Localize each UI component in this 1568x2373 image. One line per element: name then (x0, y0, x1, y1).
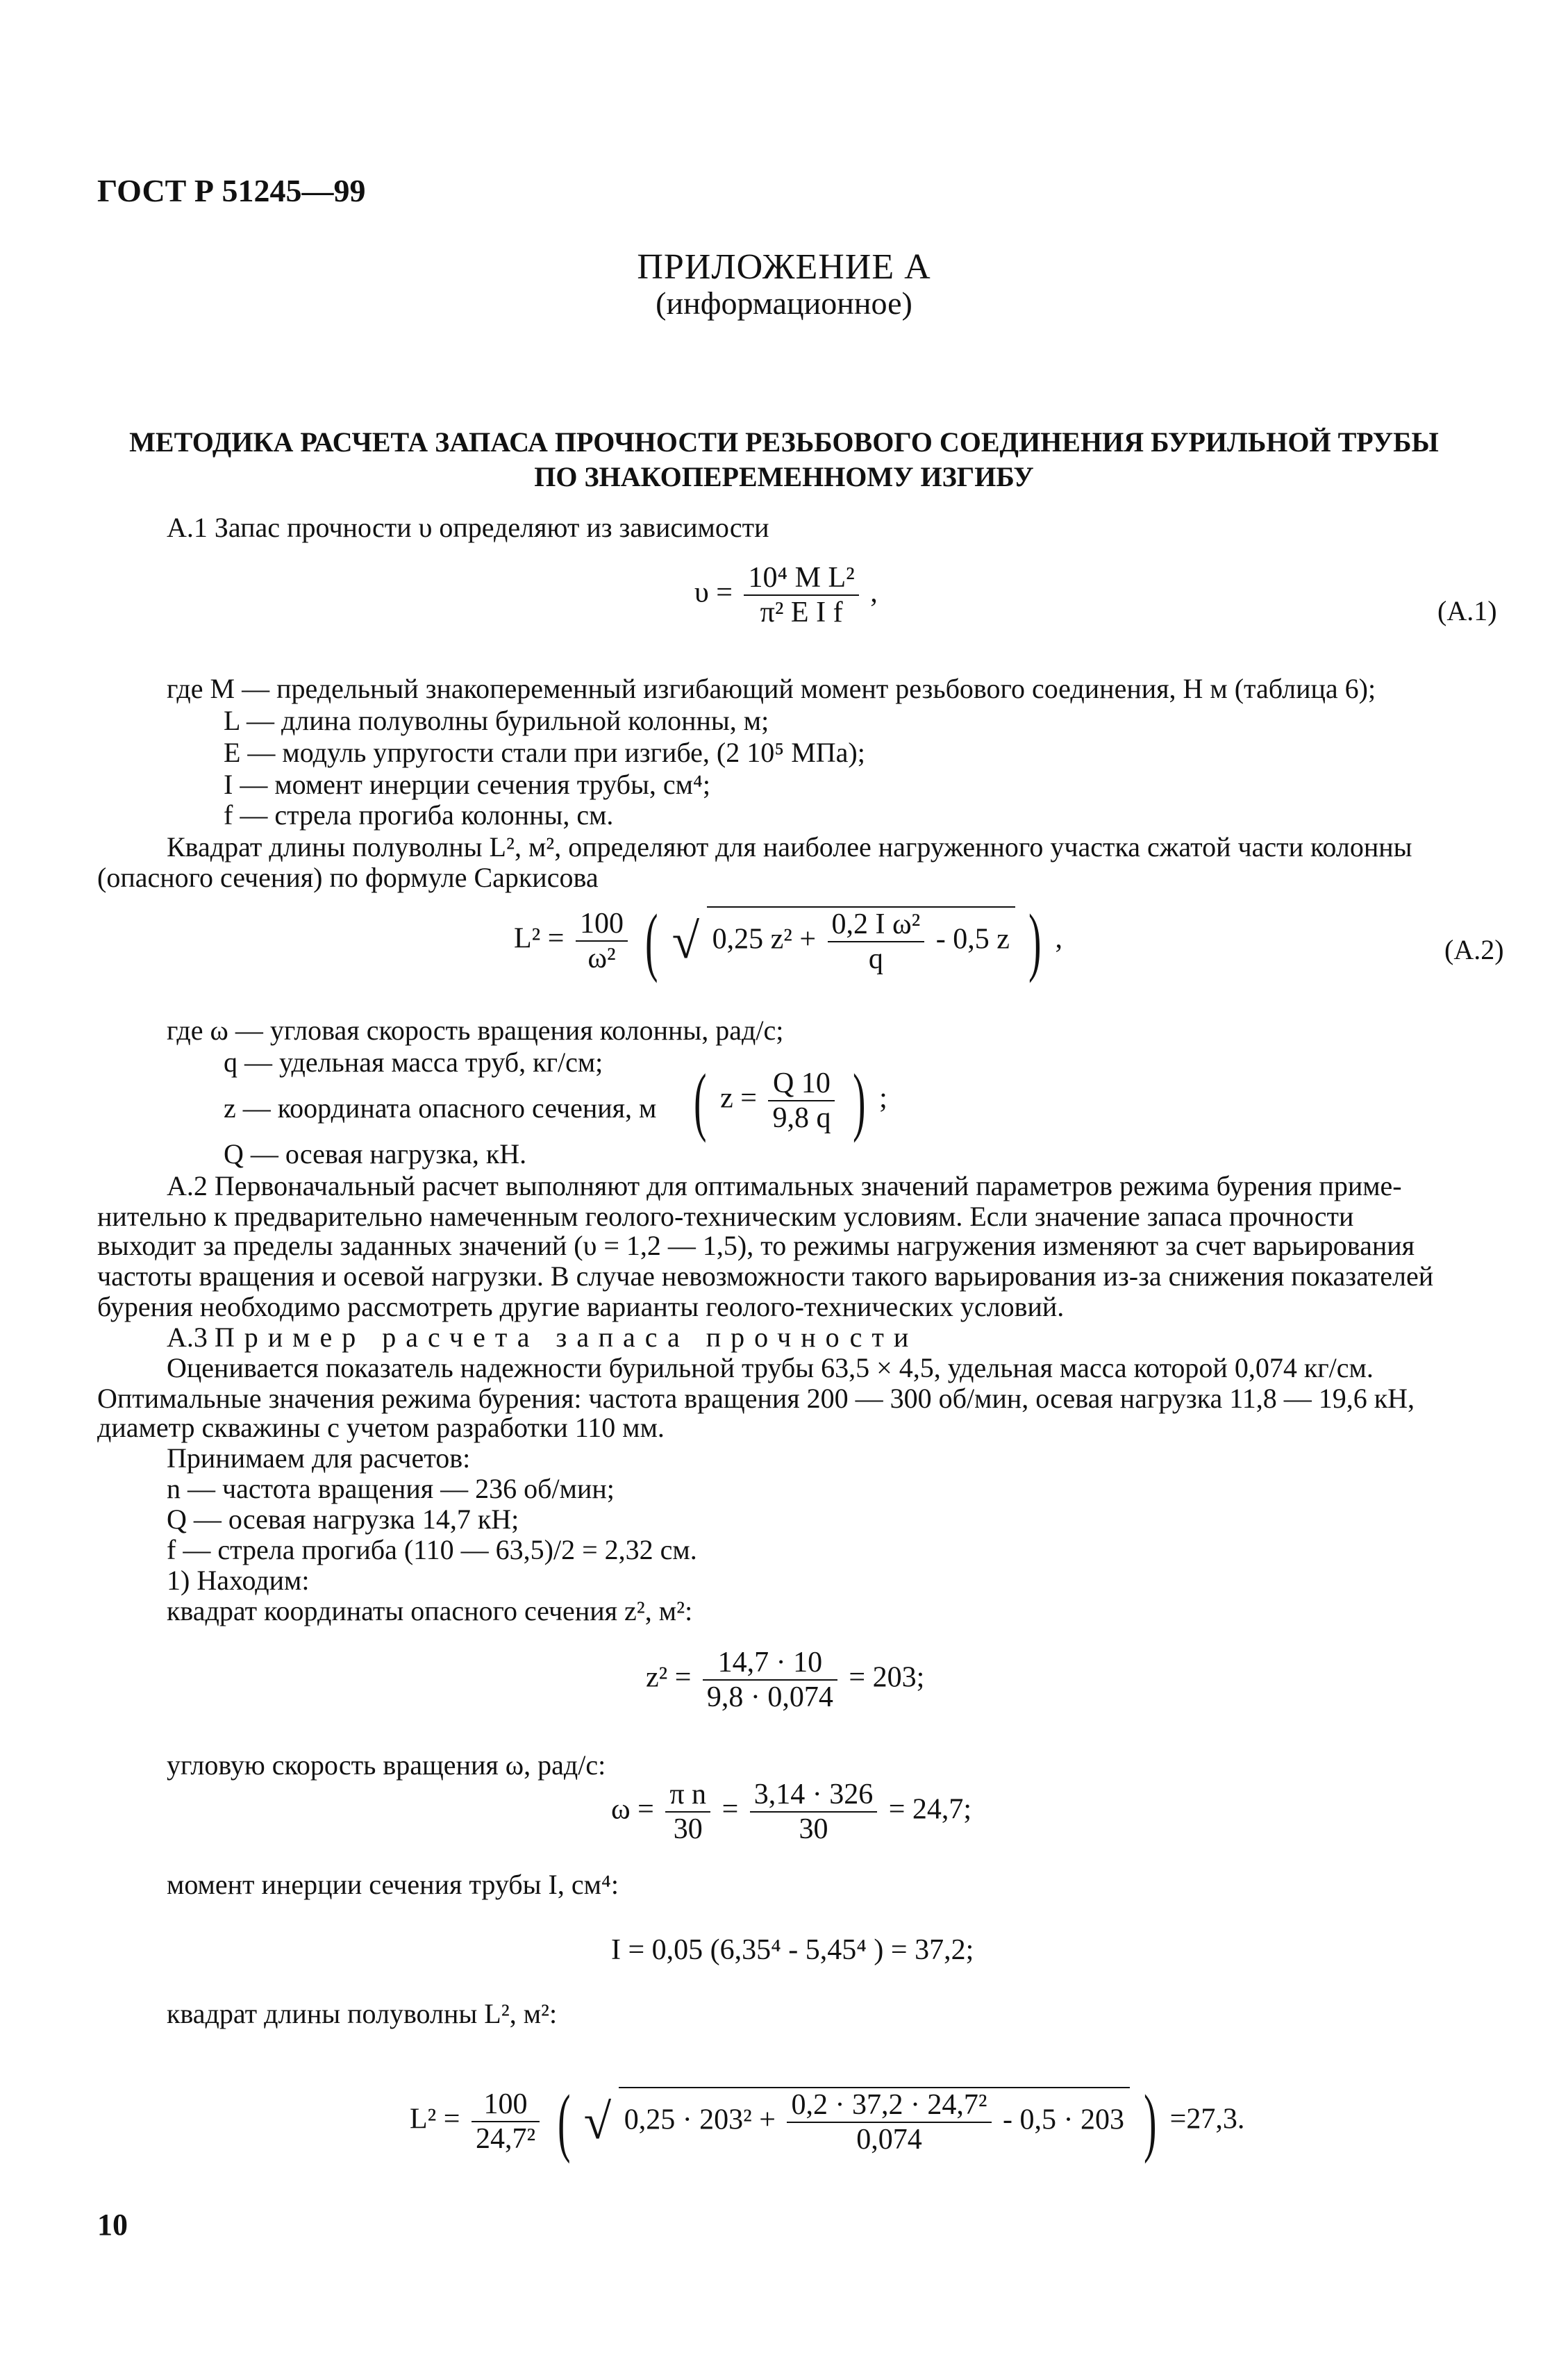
a2-line-4: частоты вращения и осевой нагрузки. В случае невозможности такого варьирования из-за снижения показателей (97, 1260, 1434, 1292)
L-calc-inner-a: 0,25 · 203² + (624, 2104, 776, 2136)
a3-i-label: момент инерции сечения трубы I, см⁴: (167, 1869, 619, 1900)
left-paren: ( (645, 899, 658, 983)
a1-def-I: I — момент инерции сечения трубы, см⁴; (224, 769, 710, 800)
right-paren: ) (1028, 899, 1042, 983)
omega-result: = 24,7; (888, 1793, 972, 1826)
eq-a2-inner-fraction (828, 908, 925, 976)
z-left-paren: ( (694, 1058, 707, 1143)
eq-a2-label: (А.2) (1444, 934, 1504, 965)
L-left-paren: ( (557, 2079, 571, 2164)
a1-intro: А.1 Запас прочности υ определяют из зависимости (167, 512, 769, 543)
eq-a2-lhs: L² = (514, 922, 565, 955)
a3-z-label: квадрат координаты опасного сечения z², м²: (167, 1595, 693, 1626)
a1-def-q: q — удельная масса труб, кг/см; (224, 1047, 603, 1078)
eq-a1-label: (А.1) (1437, 595, 1497, 626)
omega-equals: = (722, 1793, 739, 1826)
a3-heading-prefix: А.3 (167, 1322, 208, 1353)
z-calc-denominator: 9,8 · 0,074 (706, 1681, 833, 1713)
document-header: ГОСТ Р 51245—99 (97, 173, 366, 208)
method-title-line-1: МЕТОДИКА РАСЧЕТА ЗАПАСА ПРОЧНОСТИ РЕЗЬБОВОГО СОЕДИНЕНИЯ БУРИЛЬНОЙ ТРУБЫ (129, 426, 1439, 458)
eq-a2-fraction (576, 907, 628, 975)
sarkisov-line-1: Квадрат длины полуволны L², м², определяют для наиболее нагруженного участка сжатой части колонны (167, 831, 1412, 863)
sarkisov-line-2: (опасного сечения) по формуле Саркисова (97, 862, 599, 893)
equation-inertia: I = 0,05 (6,35⁴ - 5,45⁴ ) = 37,2; (611, 1934, 974, 1966)
equation-a2 (514, 899, 1063, 983)
a1-def-Q: Q — осевая нагрузка, кН. (224, 1138, 527, 1169)
L-calc-inner-numerator: 0,2 · 37,2 · 24,7² (787, 2088, 991, 2123)
a3-line-2: Оптимальные значения режима бурения: частота вращения 200 — 300 об/мин, осевая нагрузка 11,8 — 19,6 кН, (97, 1383, 1415, 1414)
L-calc-inner-b: - 0,5 · 203 (1003, 2104, 1125, 2136)
sqrt-icon: √ (672, 913, 700, 969)
L-calc-inner-denominator: 0,074 (856, 2124, 922, 2156)
a1-def-M: где M — предельный знакопеременный изгибающий момент резьбового соединения, Н м (таблица 6); (167, 673, 1376, 704)
L-sqrt-icon: √ (583, 2093, 612, 2149)
equation-a1 (694, 561, 878, 629)
eq-a2-inner-numerator: 0,2 I ω² (828, 908, 925, 942)
a2-line-3: выходит за пределы заданных значений (υ = 1,2 — 1,5), то режимы нагружения изменяют за счет варьирования (97, 1230, 1415, 1261)
omega-lhs: ω = (611, 1793, 654, 1826)
a3-w-label: угловую скорость вращения ω, рад/с: (167, 1749, 606, 1781)
L-right-paren: ) (1143, 2079, 1156, 2164)
L-calc-sqrt-body (619, 2087, 1130, 2156)
eq-z-fraction (768, 1067, 835, 1135)
eq-z-tail: ; (879, 1082, 887, 1115)
a3-heading (167, 1322, 918, 1353)
eq-a2-inner-a: 0,25 z² + (712, 923, 817, 956)
a3-accept: Принимаем для расчетов: (167, 1442, 471, 1474)
z-calc-fraction (703, 1646, 837, 1714)
a1-def-z: z — координата опасного сечения, м (224, 1092, 657, 1124)
omega-numerator-2: 3,14 · 326 (750, 1778, 878, 1813)
a1-def-omega: где ω — угловая скорость вращения колонны, рад/с; (167, 1015, 784, 1046)
page-number: 10 (97, 2208, 128, 2242)
equation-L-calc (410, 2079, 1245, 2164)
a3-line-1: Оценивается показатель надежности бурильной трубы 63,5 × 4,5, удельная масса которой 0,074 кг/см. (167, 1352, 1374, 1383)
method-title-line-2: ПО ЗНАКОПЕРЕМЕННОМУ ИЗГИБУ (534, 461, 1034, 492)
omega-fraction-2 (750, 1778, 878, 1846)
L-calc-numerator: 100 (472, 2088, 540, 2122)
z-calc-result: = 203; (849, 1661, 925, 1694)
eq-a2-sqrt-body (707, 906, 1015, 976)
a1-def-E: E — модуль упругости стали при изгибе, (2 10⁵ МПа); (224, 737, 865, 768)
a3-find: 1) Находим: (167, 1565, 310, 1596)
z-right-paren: ) (853, 1058, 866, 1143)
a1-def-L: L — длина полуволны бурильной колонны, м; (224, 705, 769, 736)
eq-a1-denominator: π² E I f (760, 597, 843, 628)
equation-z (687, 1058, 887, 1143)
eq-a2-inner-denominator: q (868, 943, 883, 975)
a2-line-1: А.2 Первоначальный расчет выполняют для оптимальных значений параметров режима бурения приме- (167, 1170, 1402, 1201)
omega-fraction-1 (665, 1778, 710, 1846)
z-calc-numerator: 14,7 · 10 (703, 1646, 837, 1681)
eq-a2-inner-b: - 0,5 z (935, 923, 1010, 956)
omega-numerator-1: π n (665, 1778, 710, 1813)
a3-param-f: f — стрела прогиба (110 — 63,5)/2 = 2,32 см. (167, 1534, 697, 1565)
eq-z-numerator: Q 10 (768, 1067, 835, 1101)
a1-def-f: f — стрела прогиба колонны, см. (224, 799, 614, 831)
L-calc-fraction (472, 2088, 540, 2156)
a3-heading-text: Пример расчета запаса прочности (214, 1322, 919, 1353)
eq-a2-denominator: ω² (587, 942, 616, 974)
eq-a1-fraction (744, 561, 858, 629)
eq-a2-tail: , (1055, 922, 1063, 955)
L-calc-result: =27,3. (1169, 2103, 1245, 2135)
eq-a1-numerator: 10⁴ M L² (744, 561, 858, 596)
equation-omega (611, 1778, 971, 1846)
method-title (0, 425, 1568, 494)
a2-line-2: нительно к предварительно намеченным геолого-техническим условиям. Если значение запаса прочности (97, 1201, 1354, 1232)
omega-denominator-2: 30 (799, 1813, 828, 1845)
eq-a1-lhs: υ = (694, 576, 733, 609)
z-calc-lhs: z² = (646, 1661, 692, 1694)
a3-param-n: n — частота вращения — 236 об/мин; (167, 1473, 615, 1504)
a3-line-3: диаметр скважины с учетом разработки 110 мм. (97, 1412, 665, 1443)
a3-param-Q: Q — осевая нагрузка 14,7 кН; (167, 1504, 519, 1535)
eq-z-denominator: 9,8 q (772, 1102, 831, 1134)
appendix-subtitle: (информационное) (656, 285, 912, 321)
L-calc-inner-fraction (787, 2088, 991, 2156)
L-calc-lhs: L² = (410, 2103, 460, 2135)
a3-l-label: квадрат длины полуволны L², м²: (167, 1998, 558, 2029)
L-calc-denominator: 24,7² (475, 2123, 536, 2155)
eq-a1-tail: , (870, 576, 878, 609)
omega-denominator-1: 30 (673, 1813, 703, 1845)
equation-z-calc (646, 1646, 924, 1714)
a2-line-5: бурения необходимо рассмотреть другие варианты геолого-технических условий. (97, 1291, 1065, 1322)
appendix-title: ПРИЛОЖЕНИЕ А (637, 247, 931, 287)
eq-a2-numerator: 100 (576, 907, 628, 942)
eq-z-lhs: z = (720, 1082, 757, 1115)
